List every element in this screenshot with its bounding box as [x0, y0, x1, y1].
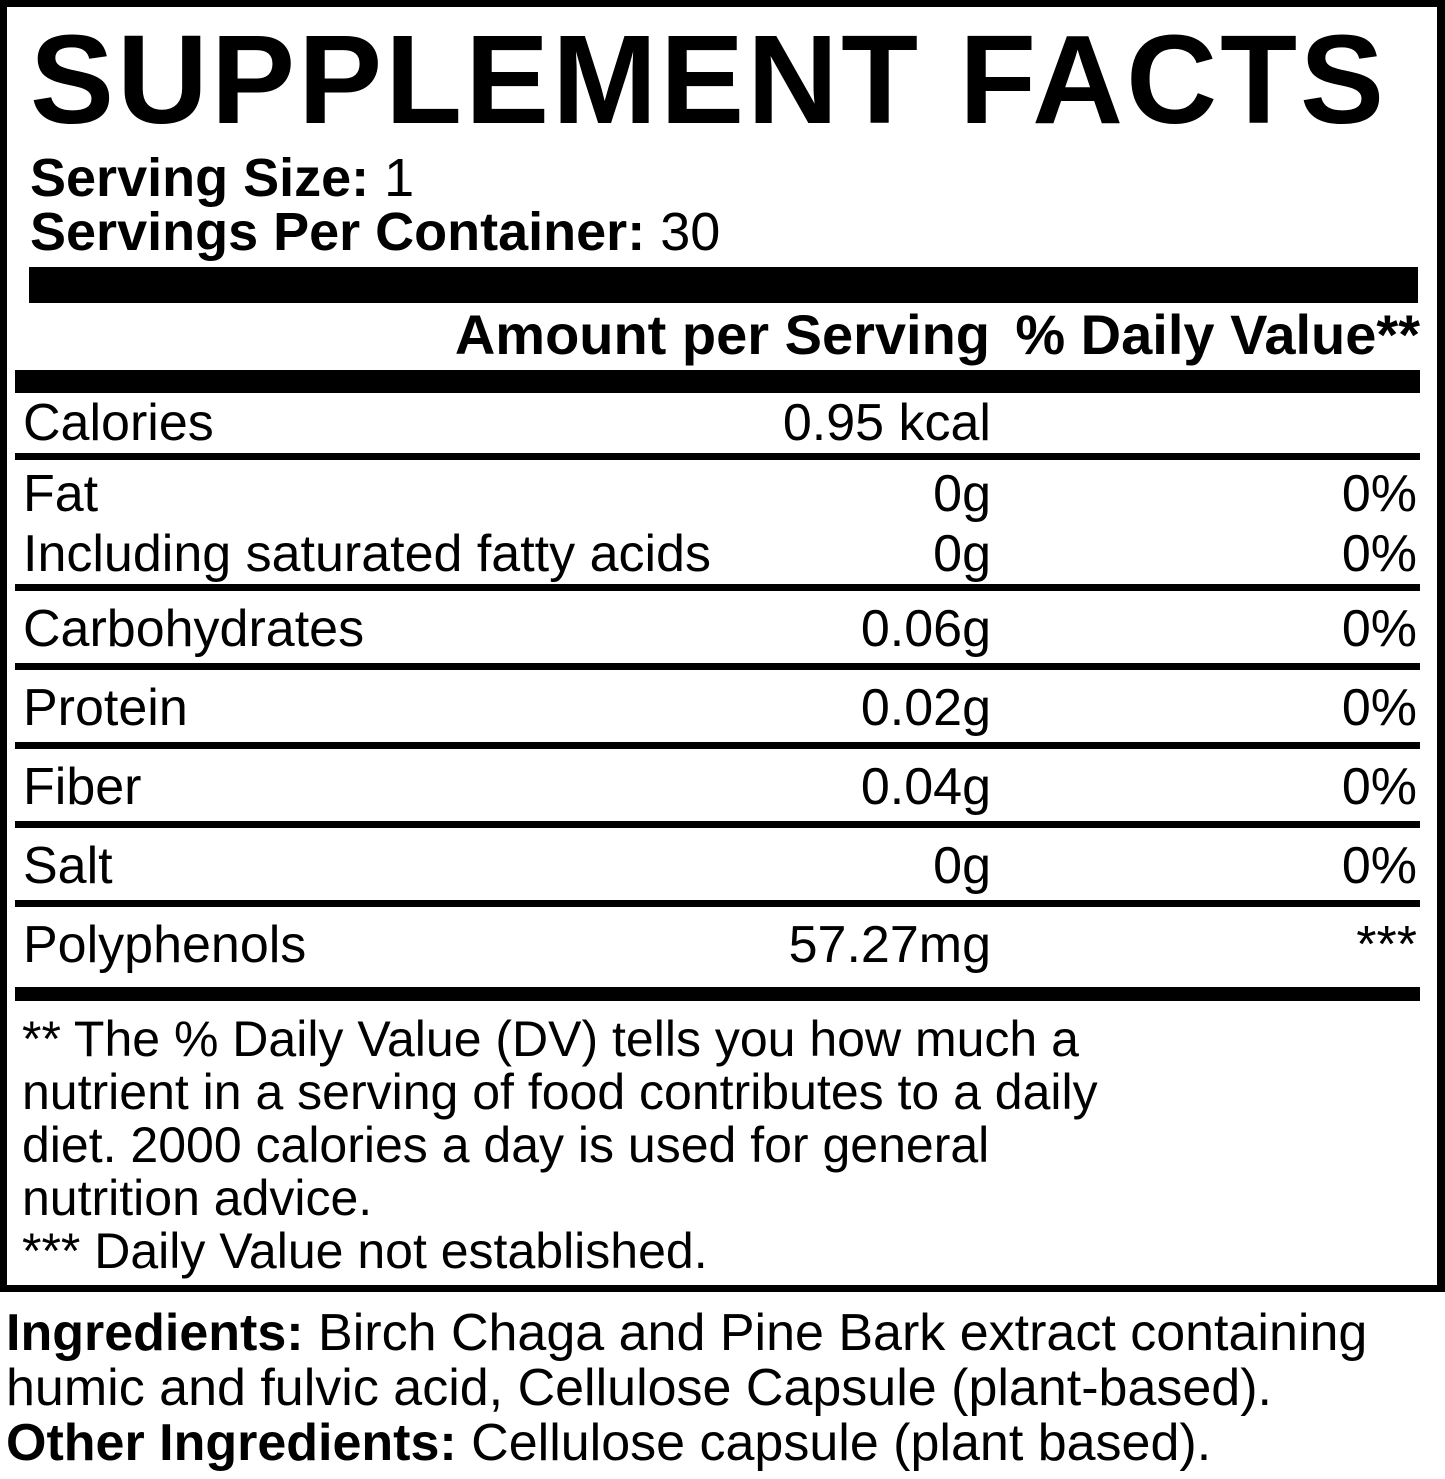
nutrient-row [15, 749, 1420, 828]
serving-size-value: 1 [384, 148, 415, 208]
footnote [15, 1001, 1420, 1278]
nutrient-name: Fat [23, 465, 99, 523]
footnote-separator-bar [15, 987, 1420, 1001]
other-ingredients-label: Other Ingredients: [6, 1414, 457, 1472]
nutrient-row [15, 522, 1420, 591]
nutrient-dv: 0% [1341, 837, 1417, 895]
nutrient-name: Calories [23, 394, 214, 452]
amount-column-header: Amount per Serving [454, 303, 990, 366]
footnote-line: *** Daily Value not established. [22, 1223, 708, 1279]
nutrient-name: Polyphenols [23, 916, 307, 974]
nutrient-table [15, 393, 1420, 979]
ingredients-label: Ingredients: [6, 1304, 304, 1362]
other-ingredients-paragraph [6, 1416, 1443, 1471]
serving-size-row [15, 148, 1420, 208]
nutrient-dv: *** [1356, 916, 1417, 974]
nutrient-amount: 0g [933, 465, 991, 523]
nutrient-dv: 0% [1341, 679, 1417, 737]
nutrient-row [15, 591, 1420, 670]
nutrient-name: Salt [23, 837, 113, 895]
servings-per-container-label: Servings Per Container: [30, 202, 646, 262]
nutrient-name: Carbohydrates [23, 600, 365, 658]
dv-column-header: % Daily Value** [1015, 303, 1420, 366]
column-header-row [15, 303, 1420, 370]
nutrient-name: Including saturated fatty acids [23, 525, 711, 583]
footnote-line: ** The % Daily Value (DV) tells you how much a [22, 1011, 1079, 1067]
nutrient-amount: 0g [933, 525, 991, 583]
nutrient-row [15, 907, 1420, 979]
ingredients-text: Birch Chaga and Pine Bark extract containing humic and fulvic acid, Cellulose Capsule (plant-based). [6, 1304, 1368, 1417]
nutrient-row [15, 828, 1420, 907]
footnote-line: nutrition advice. [22, 1170, 373, 1226]
nutrient-amount: 0.06g [860, 600, 991, 658]
footnote-line: diet. 2000 calories a day is used for general [22, 1117, 990, 1173]
ingredients-paragraph [6, 1306, 1443, 1416]
nutrient-amount: 0.04g [860, 758, 991, 816]
nutrient-amount: 0g [933, 837, 991, 895]
top-separator-bar [29, 267, 1418, 303]
nutrient-dv: 0% [1341, 758, 1417, 816]
servings-per-container-value: 30 [660, 202, 721, 262]
nutrient-name: Fiber [23, 758, 142, 816]
ingredients-section [0, 1292, 1445, 1471]
nutrient-dv: 0% [1341, 465, 1417, 523]
footnote-line: nutrient in a serving of food contributes to a daily [22, 1064, 1098, 1120]
nutrient-amount: 0.02g [860, 679, 991, 737]
nutrient-row [15, 460, 1420, 522]
servings-per-container-row [15, 202, 1420, 262]
nutrient-dv: 0% [1341, 600, 1417, 658]
nutrient-row [15, 670, 1420, 749]
nutrient-amount: 0.95 kcal [782, 394, 991, 452]
nutrient-row [15, 393, 1420, 460]
nutrient-dv [991, 397, 1421, 449]
header-separator-bar [15, 370, 1420, 393]
nutrient-name: Protein [23, 679, 188, 737]
serving-size-label: Serving Size: [30, 148, 370, 208]
panel-title: SUPPLEMENT FACTS [30, 9, 1388, 150]
nutrient-dv: 0% [1341, 525, 1417, 583]
nutrient-amount: 57.27mg [788, 916, 991, 974]
other-ingredients-text: Cellulose capsule (plant based). [456, 1414, 1212, 1472]
